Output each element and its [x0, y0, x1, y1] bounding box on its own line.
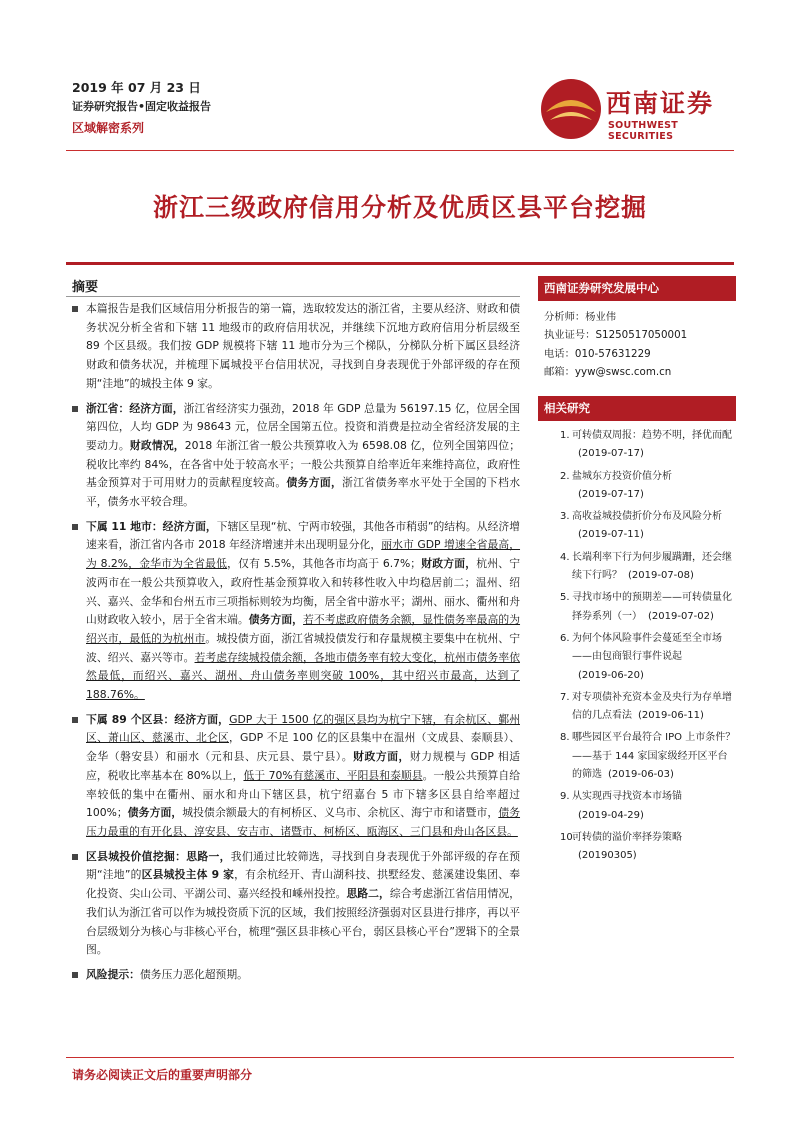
logo-en-text: SOUTHWEST SECURITIES	[608, 120, 679, 142]
related-research-date: (2019-07-02)	[648, 610, 714, 622]
para-underline: 债务压力最重的有开化县、淳安县、安吉市、诸暨市、柯桥区、瓯海区、三门县和舟山各区县。	[86, 806, 521, 838]
abstract-para-intro	[72, 300, 520, 394]
related-research-title: 为何个体风险事件会蔓延至全市场——由包商银行事件说起	[572, 632, 722, 663]
footer-disclaimer: 请务必阅读正文后的重要声明部分	[72, 1068, 253, 1082]
related-research-date: (2019-06-20)	[578, 669, 644, 681]
para-underline: 低于 70%有慈溪市、平阳县和泰顺县	[243, 768, 423, 782]
para-text: 浙江省债务率水平处于全国的下档水平，债务水平较合理。	[86, 476, 521, 509]
related-research-number: 4.	[560, 551, 570, 563]
para-bold: 区县城投主体 9 家	[141, 868, 235, 882]
para-lead: 风险提示：	[86, 967, 140, 981]
analyst-name: 分析师：杨业伟	[544, 311, 617, 323]
para-text: 。一般公共预算自给率较低的集中在衢州、丽水和舟山下辖区县，杭宁绍嘉台 5 市下辖多区县自给率超过 100%；	[86, 768, 520, 820]
para-underline: GDP 大于 1500 亿的强区县均为杭宁下辖，有余杭区、鄞州区、萧山区、慈溪市、北仑区	[86, 712, 520, 745]
related-research-item[interactable]	[538, 549, 736, 586]
related-research-title: 高收益城投债折价分布及风险分析	[572, 511, 722, 523]
related-research-date: (20190305)	[578, 850, 637, 862]
analyst-phone: 电话：010-57631229	[544, 347, 651, 360]
para-subhead: 财政方面，	[353, 750, 410, 764]
para-lead: 下属 11 地市：经济方面，	[86, 519, 217, 533]
para-text: 我们通过比较筛选，寻找到自身表现优于外部评级的存在预期“洼地”的	[86, 849, 520, 882]
related-research-title: 可转债双周报：趋势不明，择优而配	[572, 430, 732, 441]
para-lead: 区县城投价值挖掘：思路一，	[86, 849, 231, 863]
para-text: 浙江省经济实力强劲，2018 年 GDP 总量为 56197.15 亿，位居全国第四位，人均 GDP 为 98643 元，位居全国第五位。投资和消费是拉动全省经济发展的主要动力。	[86, 401, 520, 452]
page-title: 浙江三级政府信用分析及优质区县平台挖掘	[152, 193, 647, 222]
abstract-divider	[66, 296, 520, 297]
related-research-title: 盐城东方投资价值分析	[572, 470, 672, 482]
related-research-list	[538, 427, 736, 866]
para-text: 本篇报告是我们区域信用分析报告的第一篇，选取较发达的浙江省，主要从经济、财政和债务状况分析全省和下辖 11 地级市的政府信用状况，并继续下沉地方政府信用分析层级至 89 个区县级。我们按 GDP 规模将下辖 11 地市分为三个梯队，分梯队分析下属区县经济财政和债务状况，并梳理下属城投平台信用状况，寻找到自身表现优于外部评级的存在预期“洼地”的城投主体 9 家。	[86, 302, 520, 390]
abstract-para-risk	[72, 966, 520, 985]
para-subhead: 债务方面，	[286, 476, 343, 490]
related-research-number: 10.	[560, 831, 576, 843]
related-research-title: 长端利率下行为何步履蹒跚，还会继续下行吗？	[572, 551, 732, 582]
para-text: ，GDP 不足 100 亿的区县集中在温州（文成县、泰顺县）、金华（磐安县）和丽水（元和县、庆元县、景宁县）。	[86, 731, 520, 764]
para-lead: 下属 89 个区县：经济方面，	[86, 712, 230, 726]
related-research-item[interactable]	[538, 427, 736, 464]
para-subhead: 财政情况，	[129, 438, 185, 452]
para-subhead: 财政方面，	[421, 557, 477, 571]
related-research-item[interactable]	[538, 468, 736, 505]
para-text: ，有余杭经开、青山湖科技、拱墅经发、慈溪建设集团、奉化投资、尖山公司、平湖公司、嘉兴经投和嵊州投控。	[86, 868, 521, 901]
footer-divider	[66, 1057, 734, 1058]
para-text: 债务压力恶化超预期。	[139, 967, 248, 981]
related-research-item[interactable]	[538, 729, 736, 784]
research-center-header: 西南证券研究发展中心	[538, 276, 736, 301]
related-research-date: (2019-07-11)	[578, 529, 644, 541]
abstract-label: 摘要	[72, 280, 99, 295]
analyst-panel	[538, 276, 736, 382]
related-research-title: 可转债的溢价率择券策略	[572, 831, 682, 843]
para-underline: 若考虑存续城投债余额，各地市债务率有较大变化，杭州市债务率依然最低，而绍兴、嘉兴、湖州、舟山债务率则突破 100%，其中绍兴市最高，达到了 188.76%。	[86, 650, 520, 702]
report-type: 证券研究报告•固定收益报告	[72, 100, 212, 113]
company-logo	[540, 78, 745, 140]
abstract-para-counties	[72, 711, 520, 842]
para-text: 杭州、宁波两市在一般公共预算收入，政府性基金预算收入和转移性收入中均稳居前二；温州、绍兴、嘉兴、金华和台州五市三项指标则较为均衡，居全省中游水平；湖州、丽水、衢州和舟山财政收入较小，居于全省末端。	[86, 557, 520, 627]
related-research-header: 相关研究	[538, 396, 736, 421]
analyst-license: 执业证号：S1250517050001	[544, 329, 688, 342]
para-underline: 丽水市 GDP 增速全省最高，为 8.2%，金华市为全省最低	[86, 538, 521, 571]
related-research-item[interactable]	[538, 829, 736, 866]
related-research-number: 5.	[560, 592, 570, 604]
related-research-item[interactable]	[538, 589, 736, 626]
report-date: 2019 年 07 月 23 日	[72, 80, 201, 95]
logo-cn-text: 西南证券	[606, 89, 715, 118]
related-research-item[interactable]	[538, 689, 736, 726]
para-text: ，仅有 5.5%，其他各市均高于 6.7%；	[227, 557, 422, 571]
related-research-number: 7.	[560, 691, 570, 703]
para-underline: 若不考虑政府债务余额，显性债务率最高的为绍兴市，最低的为杭州市	[86, 613, 521, 645]
para-subhead: 债务方面，	[127, 806, 183, 820]
para-text: 财力规模与 GDP 相适应，税收比率基本在 80%以上，	[86, 750, 521, 782]
related-research-date: (2019-07-17)	[578, 488, 644, 500]
related-research-title: 对专项债补充资本金及央行为存单增信的几点看法	[572, 691, 732, 722]
abstract-body	[72, 300, 520, 991]
para-subhead: 债务方面，	[248, 613, 304, 627]
related-research-item[interactable]	[538, 630, 736, 685]
para-lead: 浙江省：经济方面，	[86, 401, 184, 415]
related-research-date: (2019-06-03)	[608, 769, 674, 781]
related-research-number: 9.	[560, 791, 570, 803]
analyst-info	[538, 308, 736, 382]
related-research-number: 8.	[560, 732, 570, 744]
abstract-para-province	[72, 400, 520, 512]
para-text: 。城投债方面，浙江省城投债发行和存量规模主要集中在杭州、宁波、绍兴、嘉兴等市。	[86, 631, 521, 664]
related-research-number: 3.	[560, 511, 570, 523]
related-research-item[interactable]	[538, 788, 736, 825]
abstract-para-cities	[72, 518, 520, 705]
related-research-item[interactable]	[538, 508, 736, 545]
para-subhead: 思路二，	[346, 887, 390, 901]
related-research-number: 1.	[560, 430, 570, 441]
related-research-date: (2019-06-11)	[638, 710, 704, 722]
para-text: 综合考虑浙江省信用情况，我们认为浙江省可以作为城投资质下沉的区域，我们按照经济强弱对区县进行排序，再以平台层级划分为核心与非核心平台，梳理“强区县非核心平台，弱区县核心平台”逻辑下的全景图。	[86, 887, 521, 957]
related-research-date: (2019-07-17)	[578, 448, 644, 460]
related-research-title: 从实现西寻找资本市场锚	[572, 791, 682, 803]
related-research-date: (2019-04-29)	[578, 809, 644, 821]
para-text: 下辖区呈现“杭、宁两市较强，其他各市稍弱”的结构。从经济增速来看，浙江省内各市 2018 年经济增速并未出现明显分化，	[86, 519, 520, 552]
related-research-number: 2.	[560, 470, 570, 482]
header-divider	[66, 150, 734, 151]
related-research-title: 哪些园区平台最符合 IPO 上市条件？——基于 144 家国家级经开区平台的筛选	[572, 732, 736, 781]
related-research-panel	[538, 396, 736, 870]
analyst-email[interactable]: 邮箱：yyw@swsc.com.cn	[544, 366, 672, 379]
report-series: 区域解密系列	[72, 121, 145, 135]
title-divider	[66, 262, 734, 265]
related-research-date: (2019-07-08)	[628, 570, 694, 582]
abstract-para-value-mining	[72, 848, 520, 960]
para-text: 城投债余额最大的有柯桥区、义乌市、余杭区、海宁市和诸暨市，	[182, 806, 499, 820]
related-research-number: 6.	[560, 632, 570, 644]
related-research-title: 寻找市场中的预期差——可转债量化择券系列（一）	[572, 592, 732, 622]
para-text: 2018 年浙江省一般公共预算收入为 6598.08 亿，位列全国第四位；税收比率约 84%，在各省中处于较高水平；一般公共预算自给率近年来维持高位，政府性基金预算对于可用财力的贡献程度较高。	[86, 438, 521, 490]
logo-emblem-icon	[540, 78, 602, 140]
